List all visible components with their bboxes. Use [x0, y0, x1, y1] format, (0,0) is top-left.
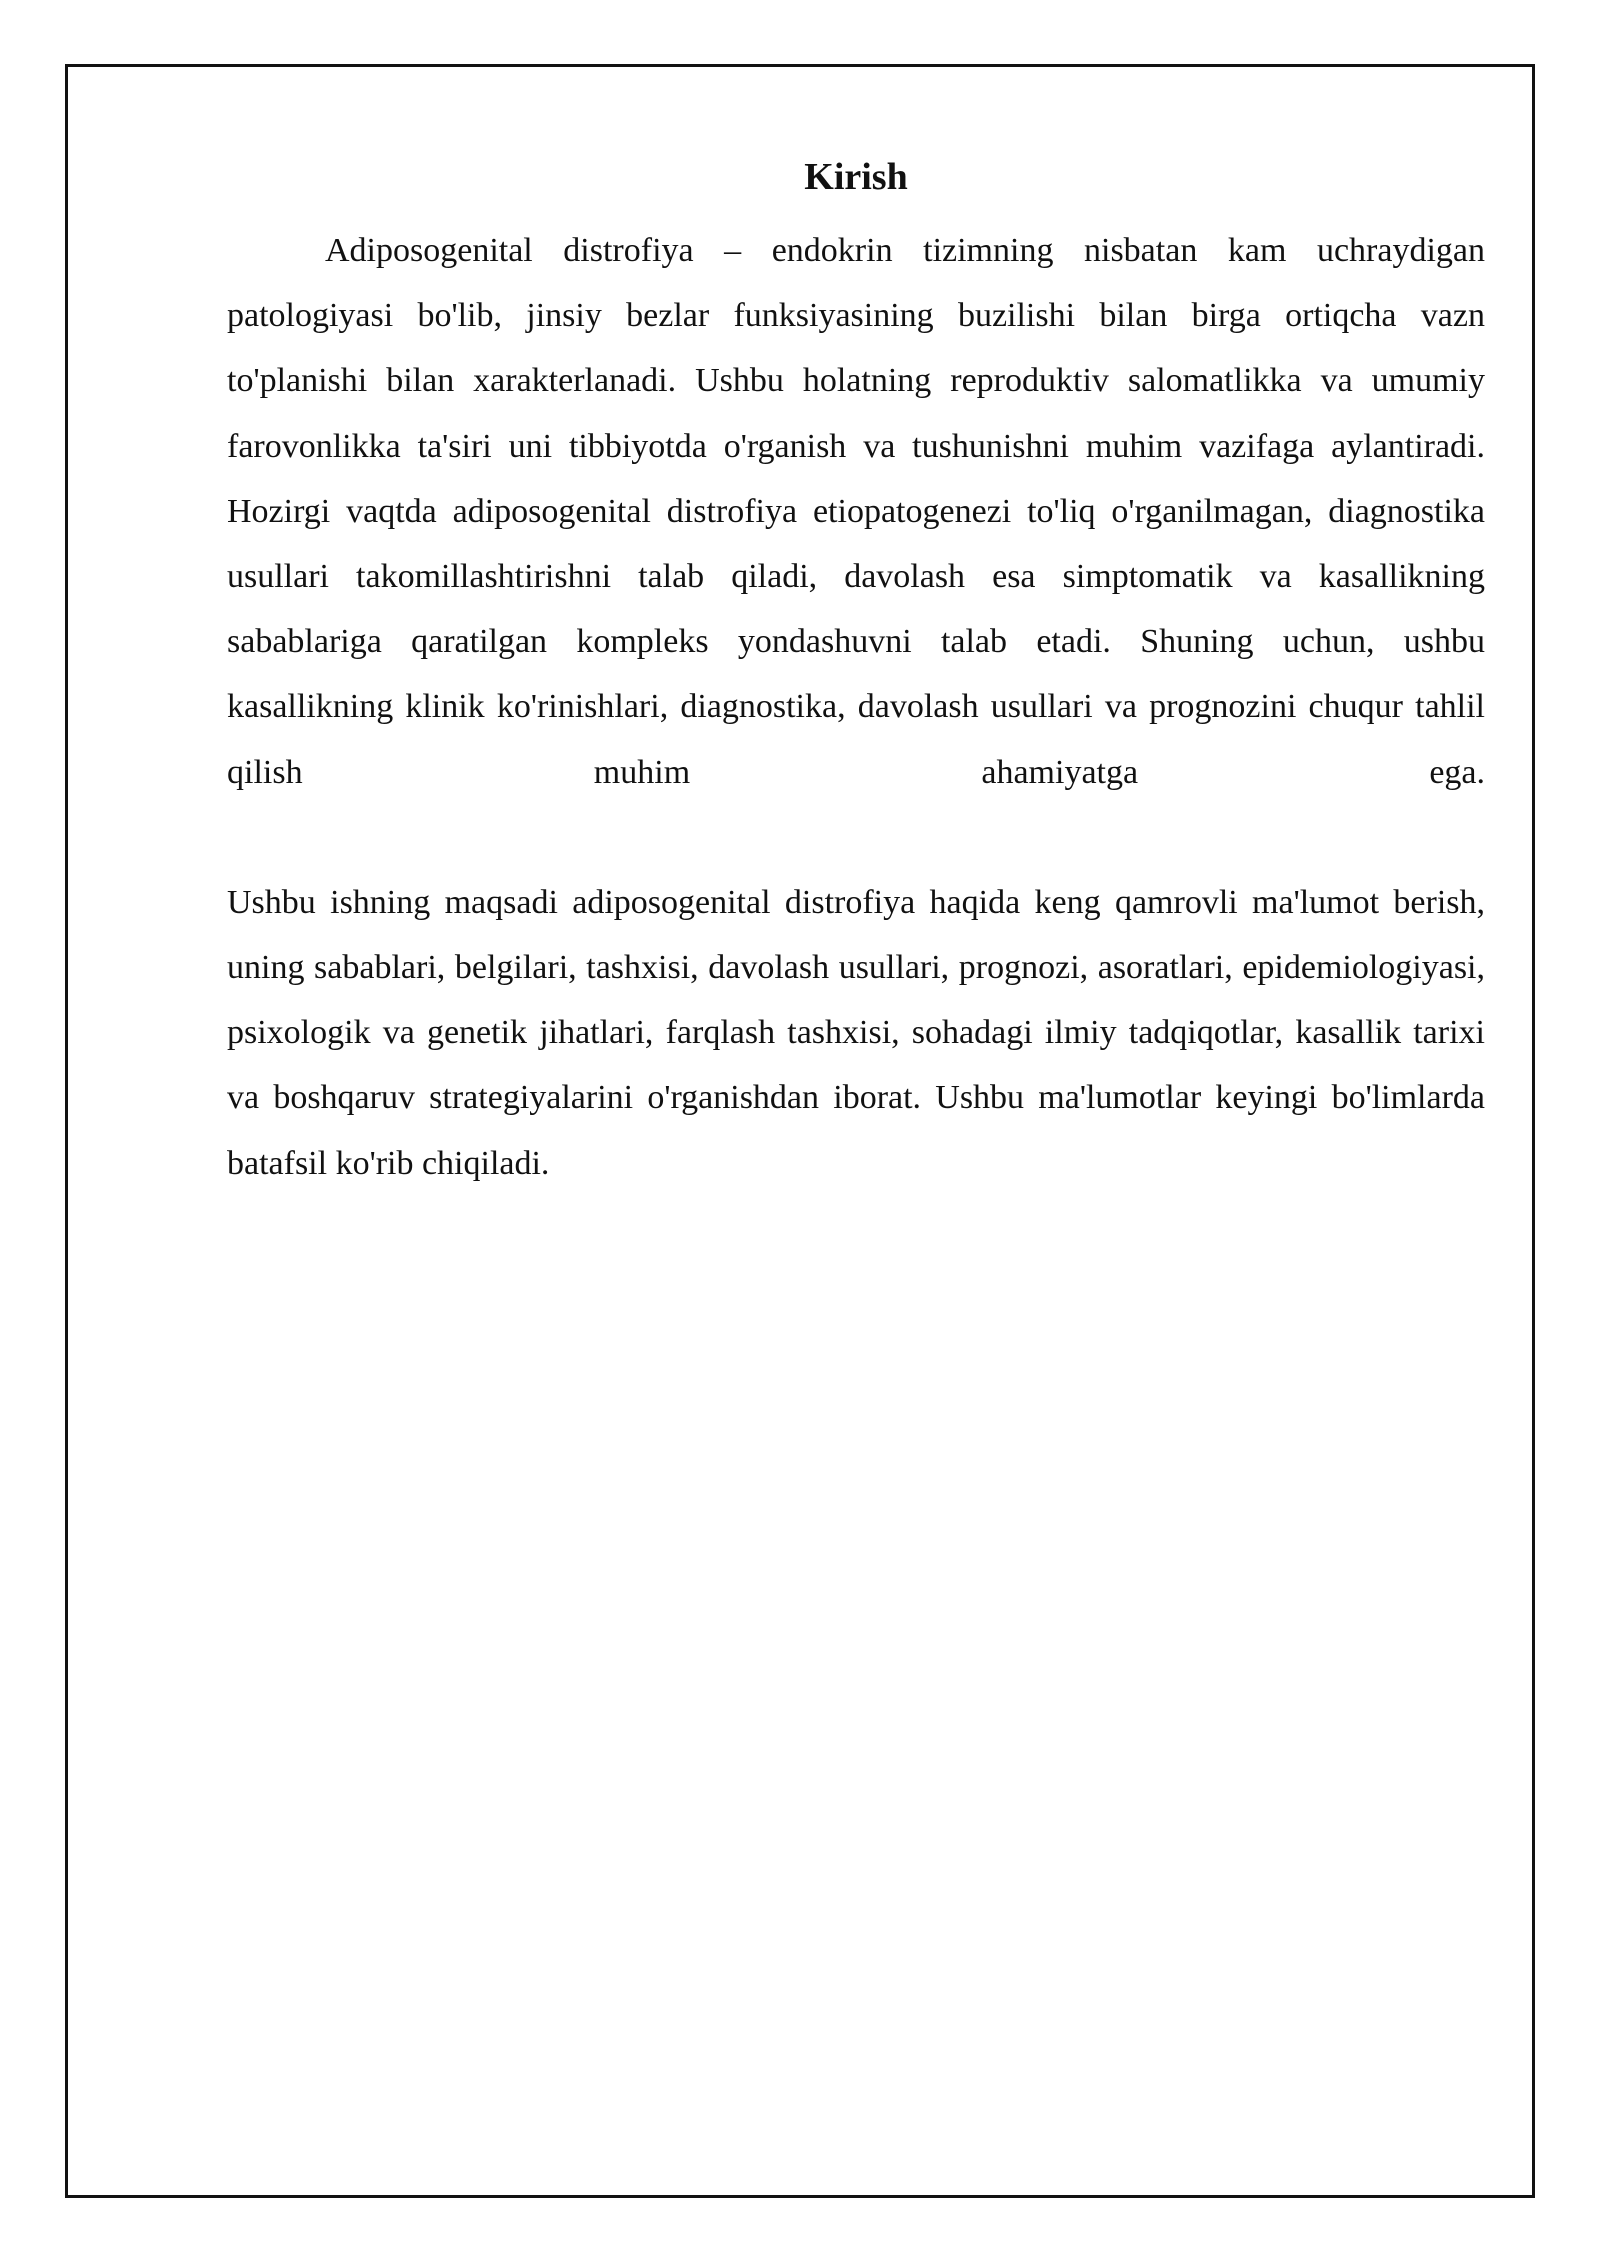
section-title: Kirish [804, 156, 908, 198]
paragraph-goal: Ushbu ishning maqsadi adiposogenital distrofiya haqida keng qamrovli ma'lumot berish, uning sabablari, belgilari, tashxisi, davolash usullari, prognozi, asoratlari, epidemiologiyasi, psixologik va genetik jihatlari, farqlash tashxisi, sohadagi ilmiy tadqiqotlar, kasallik tarixi va boshqaruv strategiyalarini o'rganishdan iborat. Ushbu ma'lumotlar keyingi bo'limlarda batafsil ko'rib chiqiladi. [227, 883, 1485, 1182]
document-body [227, 150, 1485, 1196]
paragraph-gap [227, 805, 1485, 870]
paragraph-intro: Adiposogenital distrofiya – endokrin tizimning nisbatan kam uchraydigan patologiyasi bo'lib, jinsiy bezlar funksiyasining buzilishi bilan birga ortiqcha vazn to'planishi bilan xarakterlanadi. Ushbu holatning reproduktiv salomatlikka va umumiy farovonlikka ta'siri uni tibbiyotda o'rganish va tushunishni muhim vazifaga aylantiradi. Hozirgi vaqtda adiposogenital distrofiya etiopatogenezi to'liq o'rganilmagan, diagnostika usullari takomillashtirishni talab qiladi, davolash esa simptomatik va kasallikning sabablariga qaratilgan kompleks yondashuvni talab etadi. Shuning uchun, ushbu kasallikning klinik ko'rinishlari, diagnostika, davolash usullari va prognozini chuqur tahlil qilish muhim ahamiyatga ega. [227, 232, 1485, 791]
